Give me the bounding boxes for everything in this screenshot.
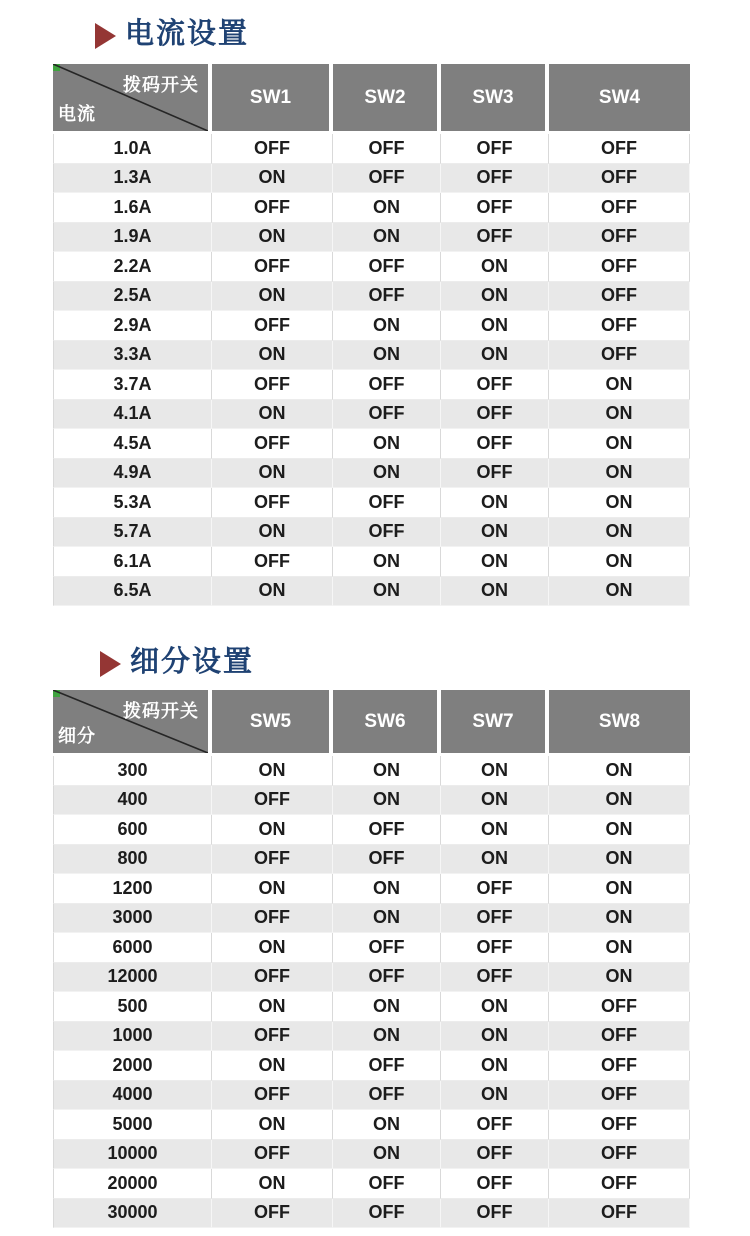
table-row — [53, 1081, 690, 1111]
table-row — [53, 429, 690, 459]
switch-state-cell: OFF — [441, 874, 549, 904]
section-title-text: 细分设置 — [130, 646, 255, 678]
switch-state-cell: OFF — [212, 429, 333, 459]
switch-state-cell: ON — [333, 577, 441, 607]
row-label: 20000 — [53, 1169, 212, 1199]
switch-state-cell: ON — [549, 518, 690, 548]
table-row — [53, 341, 690, 371]
switch-state-cell: ON — [333, 1110, 441, 1140]
switch-state-cell: OFF — [212, 1081, 333, 1111]
switch-state-cell: ON — [333, 1022, 441, 1052]
switch-state-cell: ON — [441, 282, 549, 312]
row-label: 1.3A — [53, 164, 212, 194]
switch-state-cell: OFF — [549, 1199, 690, 1229]
switch-state-cell: OFF — [441, 1140, 549, 1170]
switch-state-cell: ON — [333, 786, 441, 816]
switch-state-cell: OFF — [212, 193, 333, 223]
row-label: 10000 — [53, 1140, 212, 1170]
switch-state-cell: ON — [333, 874, 441, 904]
switch-state-cell: ON — [549, 904, 690, 934]
column-header-sw7: SW7 — [441, 690, 549, 756]
switch-state-cell: ON — [333, 429, 441, 459]
switch-state-cell: OFF — [212, 904, 333, 934]
switch-state-cell: OFF — [549, 341, 690, 371]
section-title-text: 电流设置 — [125, 18, 250, 50]
switch-state-cell: ON — [441, 1022, 549, 1052]
switch-state-cell: OFF — [441, 933, 549, 963]
switch-state-cell: ON — [441, 252, 549, 282]
switch-state-cell: ON — [441, 518, 549, 548]
switch-state-cell: OFF — [441, 904, 549, 934]
switch-state-cell: OFF — [333, 488, 441, 518]
switch-state-cell: OFF — [549, 311, 690, 341]
switch-state-cell: ON — [333, 992, 441, 1022]
right-arrow-icon — [100, 651, 121, 677]
switch-state-cell: OFF — [212, 786, 333, 816]
corner-bottom-label: 电流 — [58, 104, 96, 124]
row-label: 4.9A — [53, 459, 212, 489]
switch-state-cell: ON — [212, 223, 333, 253]
row-label: 2.2A — [53, 252, 212, 282]
header-row — [53, 64, 690, 134]
switch-state-cell: ON — [549, 459, 690, 489]
table-row — [53, 547, 690, 577]
row-label: 5.3A — [53, 488, 212, 518]
switch-state-cell: ON — [549, 400, 690, 430]
switch-state-cell: OFF — [549, 252, 690, 282]
switch-state-cell: ON — [333, 311, 441, 341]
switch-state-cell: OFF — [212, 963, 333, 993]
switch-state-cell: ON — [212, 400, 333, 430]
row-label: 1.6A — [53, 193, 212, 223]
switch-state-cell: OFF — [549, 1081, 690, 1111]
switch-state-cell: OFF — [212, 1140, 333, 1170]
row-label: 400 — [53, 786, 212, 816]
switch-state-cell: OFF — [549, 1110, 690, 1140]
switch-state-cell: ON — [441, 815, 549, 845]
table-row — [53, 1199, 690, 1229]
table-row — [53, 992, 690, 1022]
switch-state-cell: ON — [333, 341, 441, 371]
switch-state-cell: OFF — [333, 845, 441, 875]
switch-state-cell: OFF — [549, 193, 690, 223]
row-label: 5.7A — [53, 518, 212, 548]
switch-state-cell: OFF — [441, 223, 549, 253]
row-label: 500 — [53, 992, 212, 1022]
switch-state-cell: ON — [212, 992, 333, 1022]
column-header-sw3: SW3 — [441, 64, 549, 134]
switch-state-cell: OFF — [441, 164, 549, 194]
table-row — [53, 933, 690, 963]
switch-state-cell: ON — [333, 193, 441, 223]
switch-state-cell: OFF — [212, 134, 333, 164]
switch-state-cell: OFF — [212, 1199, 333, 1229]
switch-state-cell: ON — [441, 341, 549, 371]
switch-state-cell: OFF — [441, 370, 549, 400]
switch-state-cell: ON — [212, 874, 333, 904]
row-label: 5000 — [53, 1110, 212, 1140]
column-header-sw1: SW1 — [212, 64, 333, 134]
row-label: 30000 — [53, 1199, 212, 1229]
switch-state-cell: OFF — [333, 963, 441, 993]
row-label: 600 — [53, 815, 212, 845]
table-row — [53, 1051, 690, 1081]
column-header-sw5: SW5 — [212, 690, 333, 756]
table-row — [53, 786, 690, 816]
switch-state-cell: OFF — [441, 400, 549, 430]
switch-state-cell: ON — [333, 223, 441, 253]
switch-state-cell: OFF — [333, 282, 441, 312]
table-row — [53, 756, 690, 786]
switch-state-cell: OFF — [212, 311, 333, 341]
table-row — [53, 459, 690, 489]
switch-state-cell: OFF — [333, 400, 441, 430]
switch-state-cell: OFF — [441, 1199, 549, 1229]
table-row — [53, 963, 690, 993]
switch-state-cell: OFF — [212, 252, 333, 282]
column-header-sw8: SW8 — [549, 690, 690, 756]
switch-state-cell: ON — [441, 311, 549, 341]
corner-top-label: 拨码开关 — [123, 75, 199, 95]
switch-state-cell: OFF — [333, 252, 441, 282]
switch-state-cell: ON — [441, 1081, 549, 1111]
switch-state-cell: ON — [212, 1051, 333, 1081]
switch-state-cell: OFF — [549, 1051, 690, 1081]
column-header-sw6: SW6 — [333, 690, 441, 756]
row-label: 300 — [53, 756, 212, 786]
column-header-sw4: SW4 — [549, 64, 690, 134]
switch-state-cell: OFF — [441, 429, 549, 459]
right-arrow-icon — [95, 23, 116, 49]
table-row — [53, 874, 690, 904]
switch-state-cell: OFF — [549, 992, 690, 1022]
table-row — [53, 252, 690, 282]
switch-state-cell: OFF — [441, 459, 549, 489]
table-row — [53, 488, 690, 518]
switch-state-cell: ON — [549, 933, 690, 963]
switch-state-cell: OFF — [212, 547, 333, 577]
switch-state-cell: ON — [212, 1169, 333, 1199]
switch-state-cell: OFF — [333, 1081, 441, 1111]
switch-state-cell: ON — [441, 756, 549, 786]
switch-state-cell: OFF — [549, 134, 690, 164]
microstep-settings-table — [53, 690, 690, 1228]
switch-state-cell: ON — [212, 282, 333, 312]
switch-state-cell: ON — [212, 518, 333, 548]
switch-state-cell: ON — [549, 370, 690, 400]
switch-state-cell: OFF — [549, 1022, 690, 1052]
table-row — [53, 1140, 690, 1170]
switch-state-cell: OFF — [549, 223, 690, 253]
row-label: 1.0A — [53, 134, 212, 164]
switch-state-cell: OFF — [549, 1140, 690, 1170]
switch-state-cell: ON — [441, 577, 549, 607]
row-label: 6.5A — [53, 577, 212, 607]
switch-state-cell: ON — [549, 429, 690, 459]
switch-state-cell: ON — [441, 488, 549, 518]
switch-state-cell: OFF — [549, 282, 690, 312]
current-settings-table — [53, 64, 690, 606]
switch-state-cell: ON — [549, 874, 690, 904]
switch-state-cell: ON — [549, 547, 690, 577]
corner-top-label: 拨码开关 — [123, 701, 199, 721]
table-row — [53, 904, 690, 934]
table-row — [53, 1022, 690, 1052]
switch-state-cell: OFF — [212, 488, 333, 518]
table-row — [53, 223, 690, 253]
switch-state-cell: ON — [549, 815, 690, 845]
switch-state-cell: ON — [441, 786, 549, 816]
switch-state-cell: OFF — [333, 815, 441, 845]
switch-state-cell: OFF — [333, 1169, 441, 1199]
table-row — [53, 815, 690, 845]
switch-state-cell: ON — [441, 1051, 549, 1081]
column-header-sw2: SW2 — [333, 64, 441, 134]
row-label: 12000 — [53, 963, 212, 993]
switch-state-cell: ON — [212, 341, 333, 371]
row-label: 1.9A — [53, 223, 212, 253]
switch-state-cell: ON — [333, 1140, 441, 1170]
corner-header-cell — [53, 690, 212, 756]
switch-state-cell: OFF — [333, 1199, 441, 1229]
table-row — [53, 1169, 690, 1199]
section-title-microstep — [100, 645, 254, 683]
switch-state-cell: ON — [333, 904, 441, 934]
switch-state-cell: ON — [212, 815, 333, 845]
switch-state-cell: ON — [212, 756, 333, 786]
row-label: 4.1A — [53, 400, 212, 430]
table-row — [53, 193, 690, 223]
table-row — [53, 134, 690, 164]
table-row — [53, 164, 690, 194]
table-row — [53, 370, 690, 400]
header-row — [53, 690, 690, 756]
switch-state-cell: ON — [333, 459, 441, 489]
switch-state-cell: OFF — [333, 134, 441, 164]
switch-state-cell: ON — [441, 992, 549, 1022]
switch-state-cell: OFF — [441, 1169, 549, 1199]
row-label: 6.1A — [53, 547, 212, 577]
switch-state-cell: ON — [441, 845, 549, 875]
switch-state-cell: ON — [549, 756, 690, 786]
row-label: 6000 — [53, 933, 212, 963]
table-row — [53, 1110, 690, 1140]
switch-state-cell: ON — [549, 845, 690, 875]
row-label: 4000 — [53, 1081, 212, 1111]
switch-state-cell: OFF — [549, 164, 690, 194]
section-title-current — [95, 17, 249, 55]
corner-bottom-label: 细分 — [58, 726, 96, 746]
switch-state-cell: ON — [549, 577, 690, 607]
switch-state-cell: OFF — [441, 193, 549, 223]
switch-state-cell: OFF — [212, 370, 333, 400]
switch-state-cell: ON — [549, 786, 690, 816]
row-label: 4.5A — [53, 429, 212, 459]
switch-state-cell: ON — [212, 164, 333, 194]
switch-state-cell: ON — [549, 963, 690, 993]
switch-state-cell: ON — [549, 488, 690, 518]
row-label: 2000 — [53, 1051, 212, 1081]
table-row — [53, 577, 690, 607]
row-label: 1200 — [53, 874, 212, 904]
switch-state-cell: ON — [441, 547, 549, 577]
row-label: 3.3A — [53, 341, 212, 371]
switch-state-cell: OFF — [333, 933, 441, 963]
switch-state-cell: ON — [212, 1110, 333, 1140]
switch-state-cell: ON — [333, 756, 441, 786]
table-row — [53, 400, 690, 430]
table-row — [53, 282, 690, 312]
row-label: 1000 — [53, 1022, 212, 1052]
switch-state-cell: OFF — [333, 1051, 441, 1081]
switch-state-cell: OFF — [212, 845, 333, 875]
switch-state-cell: ON — [212, 577, 333, 607]
switch-state-cell: OFF — [333, 370, 441, 400]
row-label: 2.5A — [53, 282, 212, 312]
corner-header-cell — [53, 64, 212, 134]
row-label: 800 — [53, 845, 212, 875]
table-row — [53, 518, 690, 548]
switch-state-cell: OFF — [212, 1022, 333, 1052]
row-label: 2.9A — [53, 311, 212, 341]
switch-state-cell: OFF — [333, 164, 441, 194]
switch-state-cell: ON — [212, 459, 333, 489]
switch-state-cell: OFF — [441, 134, 549, 164]
switch-state-cell: ON — [333, 547, 441, 577]
switch-state-cell: OFF — [549, 1169, 690, 1199]
switch-state-cell: OFF — [441, 1110, 549, 1140]
row-label: 3000 — [53, 904, 212, 934]
table-row — [53, 311, 690, 341]
switch-state-cell: OFF — [333, 518, 441, 548]
switch-state-cell: OFF — [441, 963, 549, 993]
switch-state-cell: ON — [212, 933, 333, 963]
table-row — [53, 845, 690, 875]
row-label: 3.7A — [53, 370, 212, 400]
